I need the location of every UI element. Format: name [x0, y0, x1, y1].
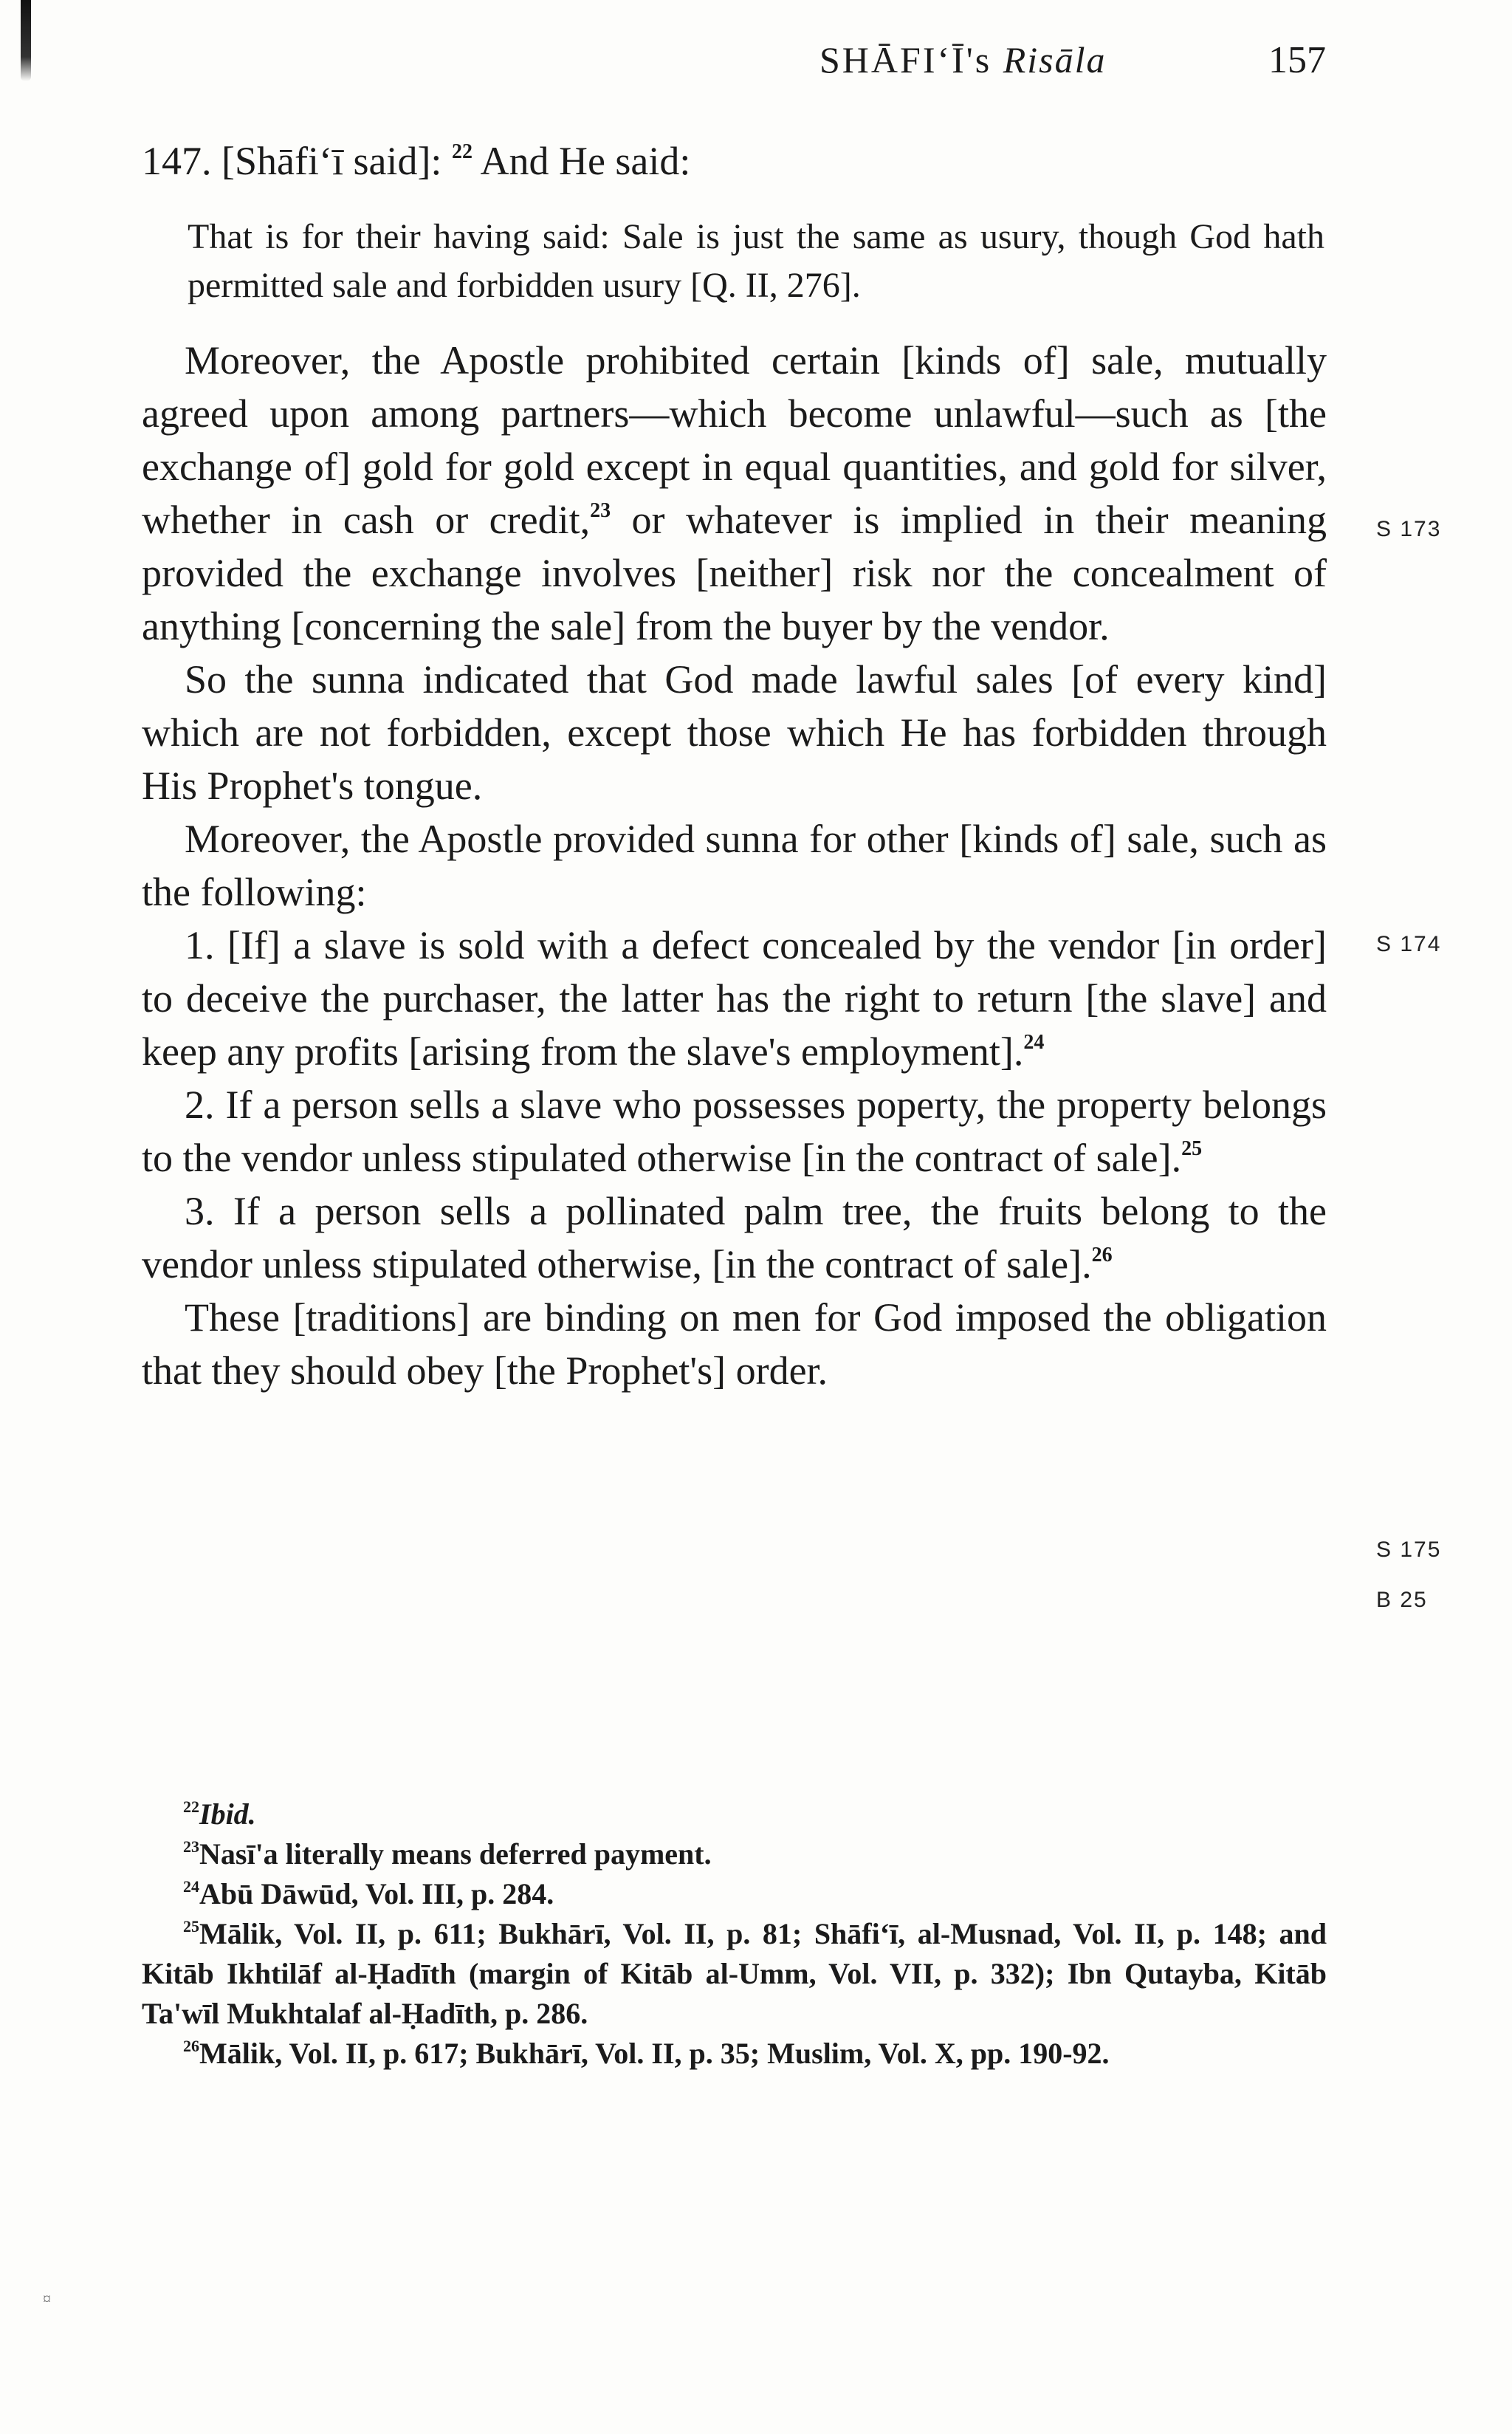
footnote-number: 26: [183, 2037, 199, 2055]
body-paragraph-1: [142, 334, 1327, 653]
running-head: [819, 38, 1107, 81]
quranic-quote: [188, 213, 1324, 310]
footnote-text: Mālik, Vol. II, p. 611; Bukhārī, Vol. II, p. 81; Shāfi‘ī, al-Musnad, Vol. II, p. 148; and Kitāb Ikhtilāf al-Ḥadīth (margin of Kitāb al-Umm, Vol. VII, p. 332); Ibn Qutayba, Kitāb Ta'wīl Mukhtalaf al-Ḥadīth, p. 286.: [142, 1917, 1327, 2030]
margin-ref-s175: S 175: [1376, 1537, 1442, 1562]
quote-text: That is for their having said: Sale is just the same as usury, though God hath permitted sale and forbidden usury [Q. II, 276].: [188, 217, 1324, 305]
body-paragraph-5: [142, 1078, 1327, 1185]
margin-ref-s174: S 174: [1376, 932, 1442, 956]
note-ref-26: 26: [1091, 1244, 1113, 1266]
body-paragraph-7: These [traditions] are binding on men for God imposed the obligation that they should obey [the Prophet's] order.: [142, 1295, 1327, 1393]
body-paragraph-3: Moreover, the Apostle provided sunna for other [kinds of] sale, such as the following:: [142, 817, 1327, 914]
body-paragraph-6: [142, 1185, 1327, 1291]
body-p1-part-b: or whatever is implied in their meaning provided the exchange involves [neither] risk nor the concealment of anything [concerning the sale] from the buyer by the vendor.: [142, 498, 1327, 648]
footnote: [142, 1794, 1327, 1834]
margin-ref-b25: B 25: [1376, 1588, 1428, 1612]
body-paragraph-4: [142, 919, 1327, 1078]
note-ref-25: 25: [1181, 1137, 1203, 1160]
body-p6-text: 3. If a person sells a pollinated palm tree, the fruits belong to the vendor unless stipulated otherwise, [in the contract of sale].: [142, 1189, 1327, 1286]
footnote-text: Mālik, Vol. II, p. 617; Bukhārī, Vol. II, p. 35; Muslim, Vol. X, pp. 190-92.: [199, 2037, 1110, 2070]
scan-speck: ¤: [43, 2289, 51, 2308]
para-147-lead: 147. [Shāfi‘ī said]:: [142, 139, 452, 183]
footnote: [142, 1834, 1327, 1874]
note-ref-24: 24: [1023, 1031, 1045, 1054]
body-p5-text: 2. If a person sells a slave who possesses poperty, the property belongs to the vendor unless stipulated otherwise [in the contract of sale].: [142, 1083, 1327, 1180]
body-p1-part-a: Moreover, the Apostle prohibited certain [kinds of] sale, mutually agreed upon among partners—which become unlawful—such as [the exchange of] gold for gold except in equal quantities, and gold for silver, whether in cash or credit,: [142, 338, 1327, 542]
footnotes: [142, 1794, 1327, 2074]
running-title: Risāla: [1003, 39, 1107, 80]
paragraph-147: [142, 134, 1327, 188]
footnote: [142, 1914, 1327, 2034]
footnote-text: Abū Dāwūd, Vol. III, p. 284.: [199, 1877, 554, 1910]
footnote-text: Nasī'a literally means deferred payment.: [199, 1837, 712, 1871]
note-ref-22: 22: [451, 140, 472, 163]
footnote-text: Ibid.: [199, 1797, 256, 1831]
footnote-number: 25: [183, 1917, 199, 1936]
body-paragraph-2: So the sunna indicated that God made lawful sales [of every kind] which are not forbidden, except those which He has forbidden through His Prophet's tongue.: [142, 657, 1327, 808]
footnote-number: 23: [183, 1837, 199, 1856]
running-author: SHĀFI‘Ī's: [819, 39, 992, 80]
body-p4-text: 1. [If] a slave is sold with a defect concealed by the vendor [in order] to deceive the purchaser, the latter has the right to return [the slave] and keep any profits [arising from the slave's employment].: [142, 923, 1327, 1074]
footnote-number: 22: [183, 1797, 199, 1816]
note-ref-23: 23: [590, 499, 611, 522]
page-number: 157: [1268, 39, 1326, 81]
footnote: [142, 2034, 1327, 2074]
footnote: [142, 1874, 1327, 1914]
para-147-tail: And He said:: [472, 139, 691, 183]
margin-ref-s173: S 173: [1376, 517, 1442, 541]
footnote-number: 24: [183, 1877, 199, 1896]
body-text: [142, 334, 1327, 1397]
binding-shadow: [21, 0, 31, 81]
